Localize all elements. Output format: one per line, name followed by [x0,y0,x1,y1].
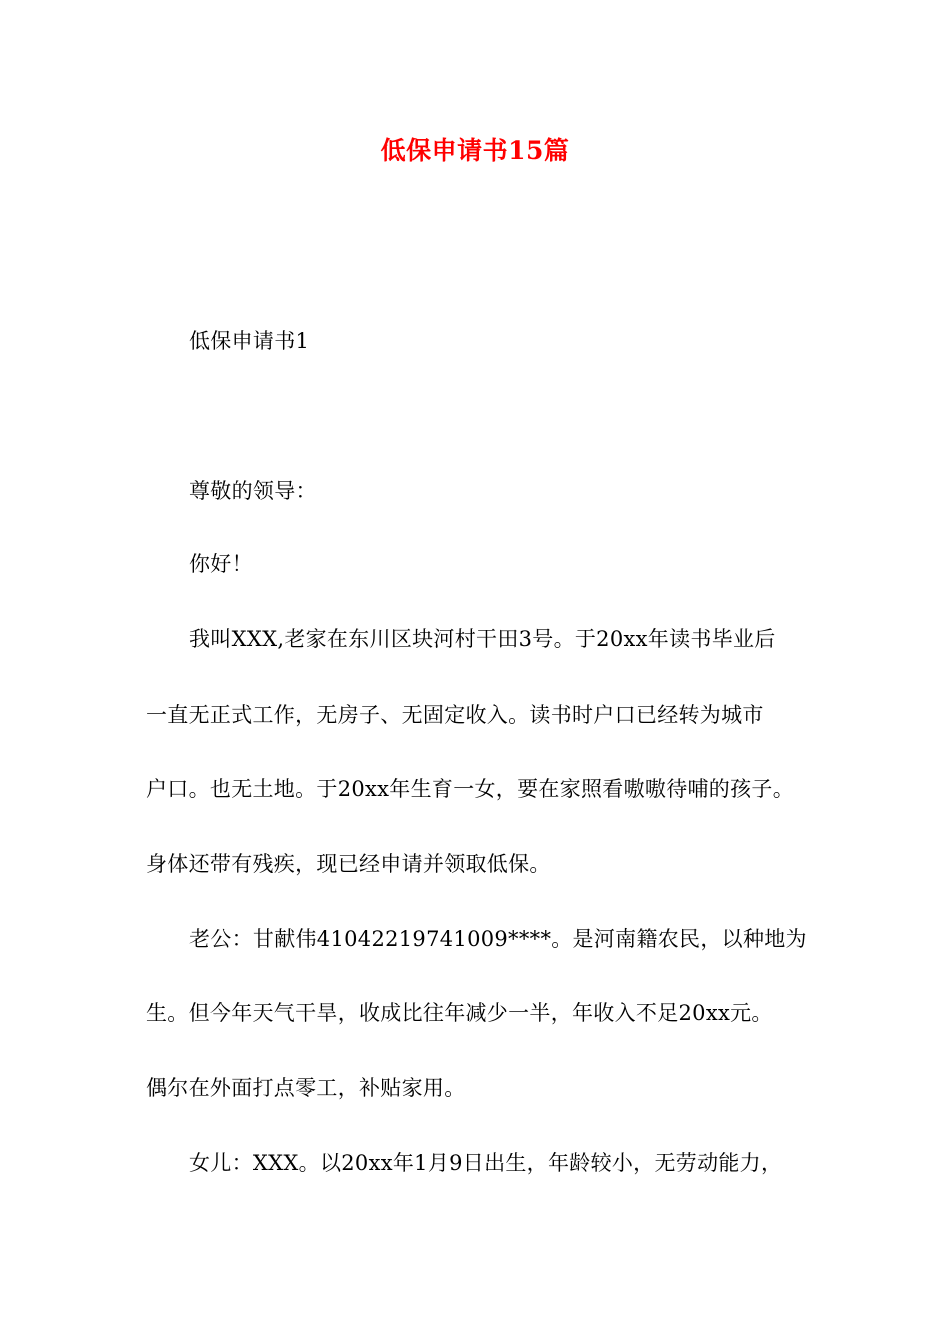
paragraph-line: 户口。也无土地。于20xx年生育一女，要在家照看嗷嗷待哺的孩子。 [146,777,795,801]
paragraph-line: 偶尔在外面打点零工，补贴家用。 [146,1076,466,1100]
section-heading: 低保申请书1 [189,329,310,353]
paragraph-line: 生。但今年天气干旱，收成比往年减少一半，年收入不足20xx元。 [146,1001,773,1025]
document-title: 低保申请书15篇 [380,136,570,165]
salutation: 尊敬的领导： [189,479,317,503]
paragraph-line: 一直无正式工作，无房子、无固定收入。读书时户口已经转为城市 [146,703,764,727]
paragraph-line: 女儿：XXX。以20xx年1月9日出生，年龄较小，无劳动能力， [189,1151,783,1175]
paragraph-line: 我叫XXX,老家在东川区块河村干田3号。于20xx年读书毕业后 [189,627,776,651]
greeting: 你好！ [189,552,253,576]
paragraph-line: 身体还带有残疾，现已经申请并领取低保。 [146,852,551,876]
paragraph-line: 老公：甘献伟41042219741009****。是河南籍农民，以种地为 [189,927,807,951]
